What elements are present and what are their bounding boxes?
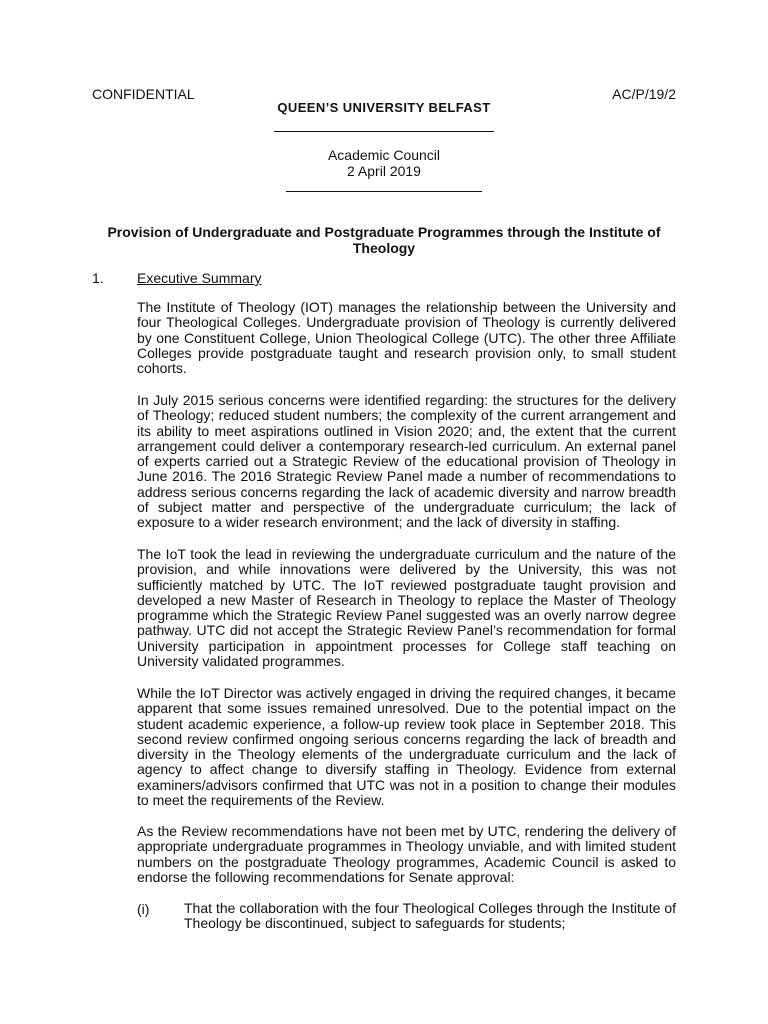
- paragraph-3: The IoT took the lead in reviewing the undergraduate curriculum and the nature of the provision, and while innovations were delivered by the University, this was not sufficiently matched by UTC. The IoT reviewed postgraduate taught provision and developed a new Master of Research in Theology to replace the Master of Theology programme which the Strategic Review Panel suggested was an overly narrow degree pathway. UTC did not accept the Strategic Review Panel’s recommendation for formal University participation in appointment processes for College staff teaching on University validated programmes.: [137, 546, 676, 670]
- divider-bottom: [286, 191, 482, 192]
- confidential-label: CONFIDENTIAL: [92, 86, 195, 102]
- paragraph-5: As the Review recommendations have not been met by UTC, rendering the delivery of appropriate undergraduate programmes in Theology unviable, and with limited student numbers on the postgraduate Theology programmes, Academic Council is asked to endorse the following recommendations for Senate approval:: [137, 823, 676, 885]
- section-heading: Executive Summary: [137, 270, 262, 286]
- meeting-name: Academic Council: [327, 147, 441, 163]
- recommendation-text: That the collaboration with the four Theological Colleges through the Institute of Theology be discontinued, subject to safeguards for students;: [184, 900, 676, 932]
- recommendation-number: (i): [137, 901, 150, 917]
- paragraph-2: In July 2015 serious concerns were identified regarding: the structures for the delivery of Theology; reduced student numbers; the complexity of the current arrangement and its ability to meet aspirations outlined in Vision 2020; and, the extent that the current arrangement could deliver a contemporary research-led curriculum. An external panel of experts carried out a Strategic Review of the educational provision of Theology in June 2016. The 2016 Strategic Review Panel made a number of recommendations to address serious concerns regarding the lack of academic diversity and narrow breadth of subject matter and perspective of the undergraduate curriculum; the lack of exposure to a wider research environment; and the lack of diversity in staffing.: [137, 392, 676, 531]
- meeting-block: [0, 147, 768, 179]
- section-number: 1.: [92, 270, 104, 286]
- university-name: QUEEN’S UNIVERSITY BELFAST: [277, 100, 491, 115]
- meeting-date: 2 April 2019: [347, 163, 421, 179]
- divider-top: [274, 131, 494, 132]
- paragraph-1: The Institute of Theology (IOT) manages the relationship between the University and four Theological Colleges. Undergraduate provision of Theology is currently delivered by one Constituent College, Union Theological College (UTC). The other three Affiliate Colleges provide postgraduate taught and research provision only, to small student cohorts.: [137, 299, 676, 377]
- paragraph-4: While the IoT Director was actively engaged in driving the required changes, it became apparent that some issues remained unresolved. Due to the potential impact on the student academic experience, a follow-up review took place in September 2018. This second review confirmed ongoing serious concerns regarding the lack of breadth and diversity in the Theology elements of the undergraduate curriculum and the lack of agency to affect change to diversify staffing in Theology. Evidence from external examiners/advisors confirmed that UTC was not in a position to change their modules to meet the requirements of the Review.: [137, 685, 676, 809]
- paper-title: Provision of Undergraduate and Postgraduate Programmes through the Institute of Theology: [107, 224, 661, 256]
- document-reference: AC/P/19/2: [612, 86, 676, 102]
